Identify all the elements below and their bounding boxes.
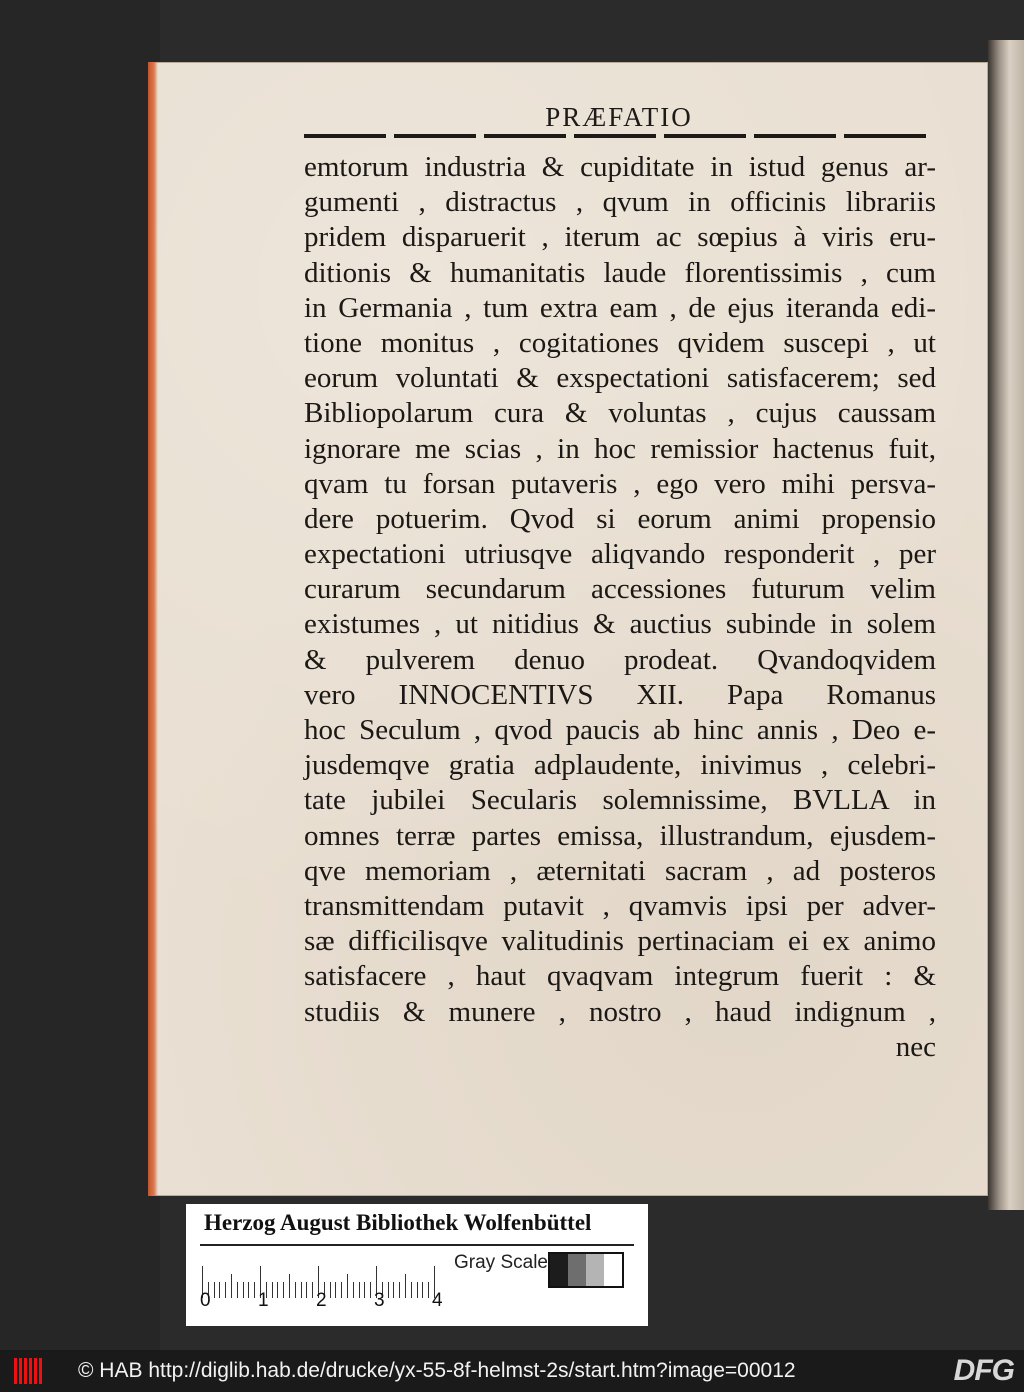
ruler-tick — [428, 1282, 429, 1298]
text-line: existumes , ut nitidius & auctius subinde in solem — [304, 608, 936, 641]
ruler-tick — [248, 1282, 249, 1298]
text-line: & pulverem denuo prodeat. Qvandoqvidem — [304, 643, 936, 676]
ruler-tick — [370, 1282, 371, 1298]
text-line: emtorum industria & cupiditate in istud genus ar- — [304, 151, 936, 183]
ruler-tick — [347, 1274, 348, 1298]
text-line: satisfacere , haut qvaqvam integrum fuerit : & — [304, 960, 936, 993]
text-line: studiis & munere , nostro , haud indignum , — [304, 995, 936, 1028]
text-line: ditionis & humanitatis laude florentissimis , cum — [304, 256, 936, 289]
text-line: gumenti , distractus , qvum in officinis librariis — [304, 186, 936, 219]
dfg-logo: DFG — [953, 1354, 1014, 1387]
grayscale-label: Gray Scale — [454, 1252, 548, 1273]
ruler-tick — [417, 1282, 418, 1298]
ruler-tick — [359, 1282, 360, 1298]
text-line: eorum voluntati & exspectationi satisfacerem; sed — [304, 362, 936, 395]
ruler-tick — [225, 1282, 226, 1298]
gray-swatch — [604, 1254, 622, 1286]
scan-backdrop — [0, 0, 160, 1350]
text-line: curarum secundarum accessiones futurum velim — [304, 573, 936, 606]
ruler-tick — [301, 1282, 302, 1298]
ruler-tick — [393, 1282, 394, 1298]
text-line: dere potuerim. Qvod si eorum animi propensio — [304, 502, 936, 535]
ruler-tick — [353, 1282, 354, 1298]
ruler-number: 2 — [316, 1290, 327, 1311]
text-line: vero INNOCENTIVS XII. Papa Romanus — [304, 678, 936, 711]
ruler-number: 0 — [200, 1290, 211, 1311]
text-line: ignorare me scias , in hoc remissior hactenus fuit, — [304, 432, 936, 465]
viewer-footer — [0, 1350, 1024, 1392]
ruler-tick — [330, 1282, 331, 1298]
ruler-tick — [219, 1282, 220, 1298]
text-line: Bibliopolarum cura & voluntas , cujus caussam — [304, 397, 936, 430]
ruler-number: 4 — [432, 1290, 443, 1311]
text-line: qve memoriam , æternitati sacram , ad posteros — [304, 854, 936, 887]
text-line: qvam tu forsan putaveris , ego vero mihi persva- — [304, 467, 936, 500]
ruler-tick — [289, 1274, 290, 1298]
ruler-number: 1 — [258, 1290, 269, 1311]
ruler-tick — [405, 1274, 406, 1298]
text-line: nec — [895, 1030, 936, 1063]
library-label-card — [186, 1204, 648, 1326]
ruler-tick — [254, 1282, 255, 1298]
text-line: pridem disparuerit , iterum ac sœpius à viris eru- — [304, 221, 936, 254]
ruler-tick — [312, 1282, 313, 1298]
ruler-tick — [214, 1282, 215, 1298]
library-name: Herzog August Bibliothek Wolfenbüttel — [204, 1210, 592, 1235]
label-divider — [200, 1244, 634, 1246]
ruler-tick — [231, 1274, 232, 1298]
ruler-tick — [335, 1282, 336, 1298]
hab-logo-icon — [14, 1358, 44, 1384]
ruler-tick — [341, 1282, 342, 1298]
text-line: jusdemqve gratia adplaudente, inivimus , celebri- — [304, 749, 936, 782]
ruler-tick — [364, 1282, 365, 1298]
text-line: omnes terræ partes emissa, illustrandum, ejusdem- — [304, 819, 936, 852]
page-body-text — [304, 150, 936, 1065]
ruler-tick — [388, 1282, 389, 1298]
text-line: sæ difficilisqve valitudinis pertinaciam ei ex animo — [304, 925, 936, 958]
gray-swatch — [550, 1254, 568, 1286]
page-header — [304, 98, 934, 142]
ruler-tick — [237, 1282, 238, 1298]
ruler-tick — [272, 1282, 273, 1298]
text-line: hoc Seculum , qvod paucis ab hinc annis , Deo e- — [304, 714, 936, 746]
grayscale-swatches — [548, 1252, 624, 1288]
ruler-tick — [422, 1282, 423, 1298]
text-line: tate jubilei Secularis solemnissime, BVLLA in — [304, 784, 936, 817]
ruler-tick — [399, 1282, 400, 1298]
ruler-tick — [277, 1282, 278, 1298]
page-red-edge — [148, 62, 158, 1196]
gray-swatch — [586, 1254, 604, 1286]
header-rule — [304, 134, 934, 138]
ruler-tick — [295, 1282, 296, 1298]
ruler-tick — [243, 1282, 244, 1298]
text-line: transmittendam putavit , qvamvis ipsi per adver- — [304, 889, 936, 922]
text-line: expectationi utriusqve aliqvando responderit , per — [304, 538, 936, 571]
text-line: in Germania , tum extra eam , de ejus iteranda edi- — [304, 291, 936, 324]
ruler-tick — [283, 1282, 284, 1298]
credit-url[interactable]: © HAB http://diglib.hab.de/drucke/yx-55-8f-helmst-2s/start.htm?image=00012 — [78, 1359, 796, 1382]
ruler-tick — [306, 1282, 307, 1298]
page-title: PRÆFATIO — [545, 102, 693, 132]
ruler-number: 3 — [374, 1290, 385, 1311]
ruler-tick — [411, 1282, 412, 1298]
text-line: tione monitus , cogitationes qvidem suscepi , ut — [304, 326, 936, 359]
book-page-edges — [988, 40, 1024, 1210]
gray-swatch — [568, 1254, 586, 1286]
